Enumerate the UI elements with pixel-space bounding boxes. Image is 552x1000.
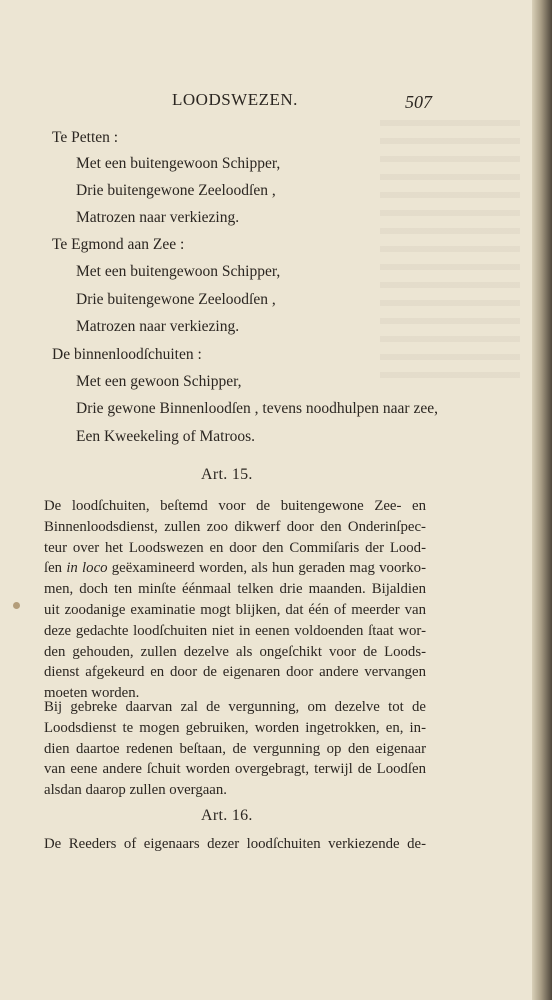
- text-line: teur over het Loodswezen en door den Commiſaris der Lood-: [44, 539, 426, 556]
- text-line: uit zoodanige examinatie mogt blijken, dat één of meerder van: [44, 601, 426, 618]
- italic-phrase: in loco: [66, 560, 108, 577]
- list-item: Matrozen naar verkiezing.: [76, 209, 240, 226]
- page-number: 507: [405, 92, 432, 112]
- text-line: Binnenloodsdienst, zullen zoo dikwerf door den Onderinſpec-: [44, 518, 426, 535]
- list-item: Met een gewoon Schipper,: [76, 373, 242, 390]
- text-line: dienst afgekeurd en door de eigenaren door andere vervangen: [44, 664, 426, 681]
- text-line: van eene andere ſchuit worden overgebragt, terwijl de Loodſen: [44, 761, 426, 778]
- article-heading-15: Art. 15.: [201, 466, 253, 483]
- list-item: Drie gewone Binnenloodſen , tevens noodhulpen naar zee,: [76, 400, 438, 417]
- article-15-paragraph-2: [44, 697, 426, 801]
- group-heading-egmond: Te Egmond aan Zee :: [52, 236, 185, 253]
- text-line: De loodſchuiten, beſtemd voor de buitengewone Zee- en: [44, 498, 426, 514]
- text-line: De Reeders of eigenaars dezer loodſchuiten verkiezende de-: [44, 836, 426, 852]
- text-line: den gehouden, zullen dezelve als ongeſchikt voor de Loods-: [44, 643, 426, 660]
- text-line: moeten worden.: [44, 685, 140, 702]
- text-line: men, doch ten minſte éénmaal telken drie maanden. Bijaldien: [44, 581, 426, 598]
- text-run: geëxamineerd worden, als hun geraden mag voorko-: [107, 560, 426, 577]
- list-item: Met een buitengewoon Schipper,: [76, 263, 281, 280]
- article-heading-16: Art. 16.: [201, 807, 253, 824]
- bleed-through-text: [380, 120, 520, 380]
- text-line: Bij gebreke daarvan zal de vergunning, om dezelve tot de: [44, 699, 426, 715]
- page-edge-shadow: [532, 0, 552, 1000]
- group-heading-binnenloodschuiten: De binnenloodſchuiten :: [52, 346, 202, 363]
- list-item: Matrozen naar verkiezing.: [76, 318, 240, 335]
- group-heading-petten: Te Petten :: [52, 129, 119, 146]
- text-line: deze gedachte loodſchuiten niet in eenen voldoenden ſtaat wor-: [44, 622, 426, 639]
- article-15-paragraph-1: [44, 496, 426, 704]
- list-item: Drie buitengewone Zeeloodſen ,: [76, 182, 276, 199]
- list-item: Met een buitengewoon Schipper,: [76, 155, 281, 172]
- text-run: ſen: [44, 560, 67, 577]
- paper-stain: [13, 602, 20, 609]
- text-line: Loodsdienst te mogen gebruiken, worden ingetrokken, en, in-: [44, 719, 426, 736]
- article-16-paragraph: [44, 834, 426, 855]
- running-head: LOODSWEZEN.: [172, 90, 298, 109]
- text-line: dien daartoe redenen beſtaan, de vergunning op den eigenaar: [44, 740, 426, 757]
- list-item: Een Kweekeling of Matroos.: [76, 428, 256, 445]
- list-item: Drie buitengewone Zeeloodſen ,: [76, 291, 276, 308]
- text-line: alsdan daarop zullen overgaan.: [44, 782, 227, 799]
- text-line: [44, 558, 426, 579]
